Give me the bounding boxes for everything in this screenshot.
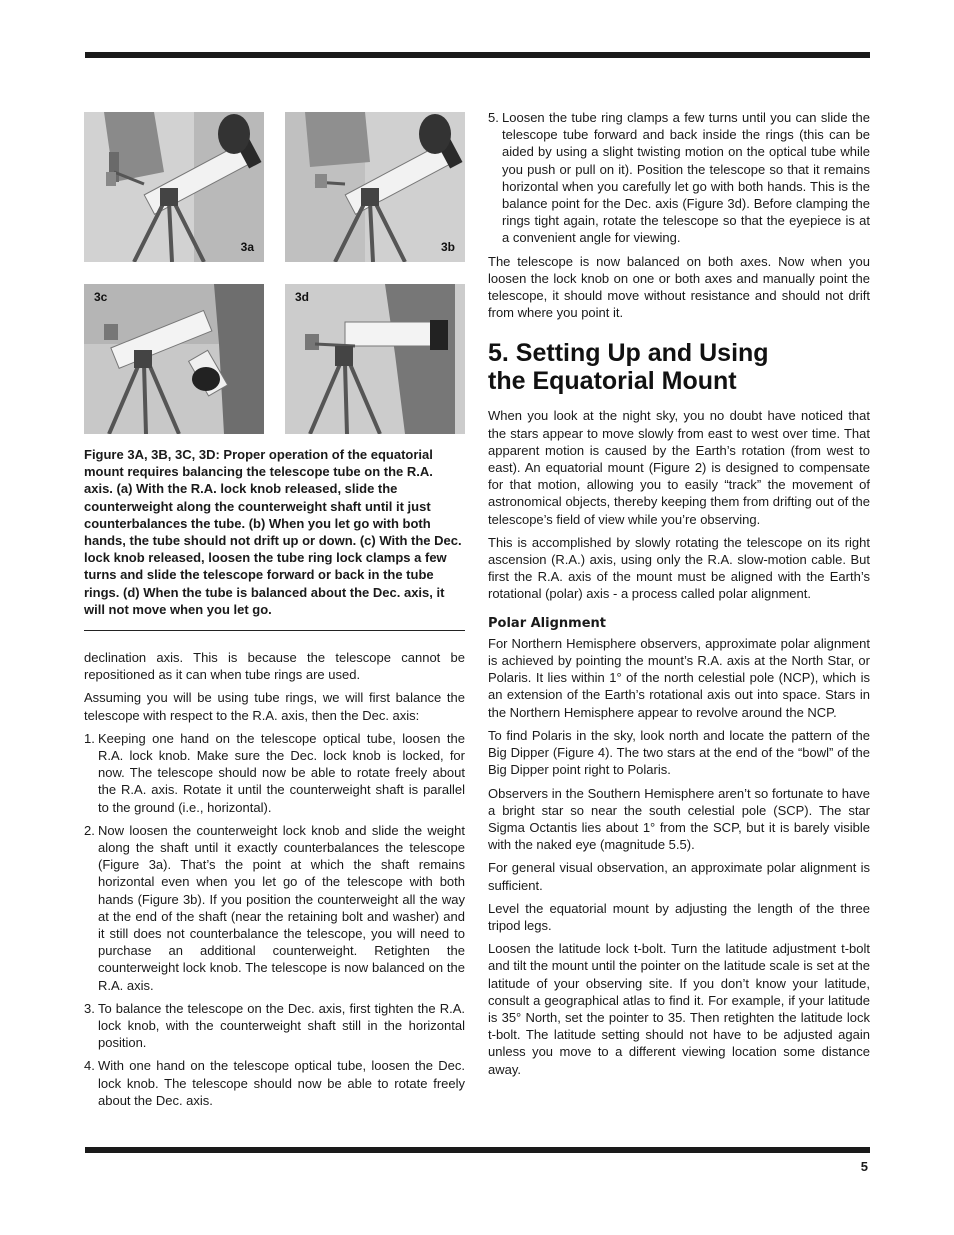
- paragraph: This is accomplished by slowly rotating the telescope on its right ascension (R.A.) axis, using only the R.A. slow-motion cable. But first the R.A. axis of the mount must be aligned with the Earth’s rotational (polar) axis - a process called polar alignment.: [488, 534, 870, 602]
- telescope-photo-3b: [285, 112, 465, 262]
- figure-label-3a: 3a: [240, 240, 254, 254]
- figure-3a-photo: [84, 112, 264, 262]
- paragraph: To find Polaris in the sky, look north and locate the pattern of the Big Dipper (Figure 4). The two stars at the end of the “bowl” of the Big Dipper point right to Polaris.: [488, 727, 870, 778]
- caption-divider: [84, 630, 465, 631]
- list-item: [84, 1057, 465, 1109]
- figure-3c-photo: [84, 284, 264, 434]
- section-heading: [488, 339, 870, 395]
- step-text: Loosen the tube ring clamps a few turns until you can slide the telescope tube forward and back inside the rings (this can be aided by using a slight twisting motion on the optical tube while you push or pull on it). Position the telescope so that it remains horizontal when you carefully let go with both hands. This is the balance point for the Dec. axis (Figure 3d). Before clamping the rings tight again, rotate the telescope so that the eyepiece is at a convenient angle for viewing.: [502, 110, 870, 246]
- step-number: 3.: [84, 1000, 95, 1016]
- telescope-photo-3d: [285, 284, 465, 434]
- balance-steps-continued: [488, 109, 870, 247]
- list-item: [84, 730, 465, 816]
- footer-rule: [85, 1147, 870, 1153]
- list-item: [84, 1000, 465, 1052]
- figure-label-3b: 3b: [440, 240, 455, 254]
- step-text: Now loosen the counterweight lock knob and slide the weight along the shaft until it exactly counterbalances the telescope (Figure 3a). That’s the point at which the shaft remains horizontal even when you let go of the telescope with both hands (Figure 3b). If you position the counterweight all the way at the end of the shaft (near the retaining bolt and washer) and it still does not counterbalance the telescope, you will need to purchase an additional counterweight. Retighten the counterweight lock knob. The telescope is now balanced on the R.A. axis.: [98, 822, 465, 993]
- list-item: [84, 822, 465, 994]
- paragraph: Level the equatorial mount by adjusting the length of the three tripod legs.: [488, 900, 870, 933]
- figure-caption: Figure 3A, 3B, 3C, 3D: Proper operation of the equatorial mount requires balancing the telescope tube on the R.A. axis. (a) With the R.A. lock knob released, slide the counterweight along the counterweight shaft until it just counterbalances the tube. (b) When you let go with both hands, the tube should not drift up or down. (c) With the Dec. lock knob released, loosen the tube ring lock clamps a few turns and slide the telescope forward or back in the tube rings. (d) When the tube is balanced about the Dec. axis, it will not move when you let go.: [84, 447, 462, 617]
- telescope-photo-3a: [84, 112, 264, 262]
- figure-label-3c: 3c: [94, 290, 108, 304]
- step-number: 5.: [488, 110, 499, 125]
- paragraph: For Northern Hemisphere observers, approximate polar alignment is achieved by pointing the mount’s R.A. axis at the North Star, or Polaris. It lies within 1° of the north celestial pole (NCP), which is an extension of the Earth’s rotational axis out into space. Stars in the Northern Hemisphere appear to revolve around the NCP.: [488, 635, 870, 720]
- paragraph: declination axis. This is because the telescope cannot be repositioned as it can when tube rings are used.: [84, 650, 465, 683]
- telescope-photo-3c: [84, 284, 264, 434]
- balance-steps-list: [84, 730, 465, 1109]
- right-column: [488, 109, 870, 1084]
- paragraph: Assuming you will be using tube rings, we will first balance the telescope with respect to the R.A. axis, then the Dec. axis:: [84, 690, 465, 723]
- figure-3d-photo: [285, 284, 465, 434]
- paragraph: For general visual observation, an approximate polar alignment is sufficient.: [488, 860, 870, 893]
- step-text: Keeping one hand on the telescope optical tube, loosen the R.A. lock knob. Make sure the Dec. lock knob is locked, for now. The telescope should now be able to rotate freely about the R.A. axis. Rotate it until the counterweight shaft is parallel to the ground (i.e., horizontal).: [98, 730, 465, 815]
- subheading-polar-alignment: Polar Alignment: [488, 615, 606, 631]
- step-number: 2.: [84, 822, 95, 838]
- section-heading-line: the Equatorial Mount: [488, 367, 737, 396]
- step-number: 4.: [84, 1058, 95, 1074]
- header-rule: [85, 52, 870, 58]
- left-column: [84, 649, 465, 1115]
- paragraph: The telescope is now balanced on both axes. Now when you loosen the lock knob on one or both axes and manually point the telescope, it should move without resistance and should not drift from where you point it.: [488, 253, 870, 321]
- step-text: To balance the telescope on the Dec. axis, first tighten the R.A. lock knob, with the counterweight shaft still in the horizontal position.: [98, 1000, 465, 1051]
- paragraph: When you look at the night sky, you no doubt have noticed that the stars appear to move slowly from east to west over time. That apparent motion is caused by the Earth’s rotation (from west to east). An equatorial mount (Figure 2) is designed to compensate for that motion, allowing you to easily “track” the movement of astronomical objects, thereby keeping them from drifting out of the telescope’s field of view while you’re observing.: [488, 408, 870, 527]
- section-heading-line: 5. Setting Up and Using: [488, 339, 769, 368]
- figure-label-3d: 3d: [295, 290, 310, 304]
- figure-3b-photo: [285, 112, 465, 262]
- step-number: 1.: [84, 730, 95, 746]
- paragraph: Observers in the Southern Hemisphere aren’t so fortunate to have a bright star so near the south celestial pole (SCP). The star Sigma Octantis lies about 1° from the SCP, but it is barely visible with the naked eye (magnitude 5.5).: [488, 785, 870, 853]
- list-item: [488, 109, 870, 247]
- paragraph: Loosen the latitude lock t-bolt. Turn the latitude adjustment t-bolt and tilt the mount until the pointer on the latitude scale is set at the latitude of your observing site. If you don’t know your latitude, consult a geographical atlas to find it. For example, if your latitude is 35° North, set the pointer to 35. Then retighten the latitude lock t-bolt. The latitude setting should not have to be adjusted again unless you move to a different viewing location some distance away.: [488, 941, 870, 1077]
- page-number: 5: [860, 1159, 868, 1174]
- step-text: With one hand on the telescope optical tube, loosen the Dec. lock knob. The telescope should now be able to rotate freely about the Dec. axis.: [98, 1058, 465, 1108]
